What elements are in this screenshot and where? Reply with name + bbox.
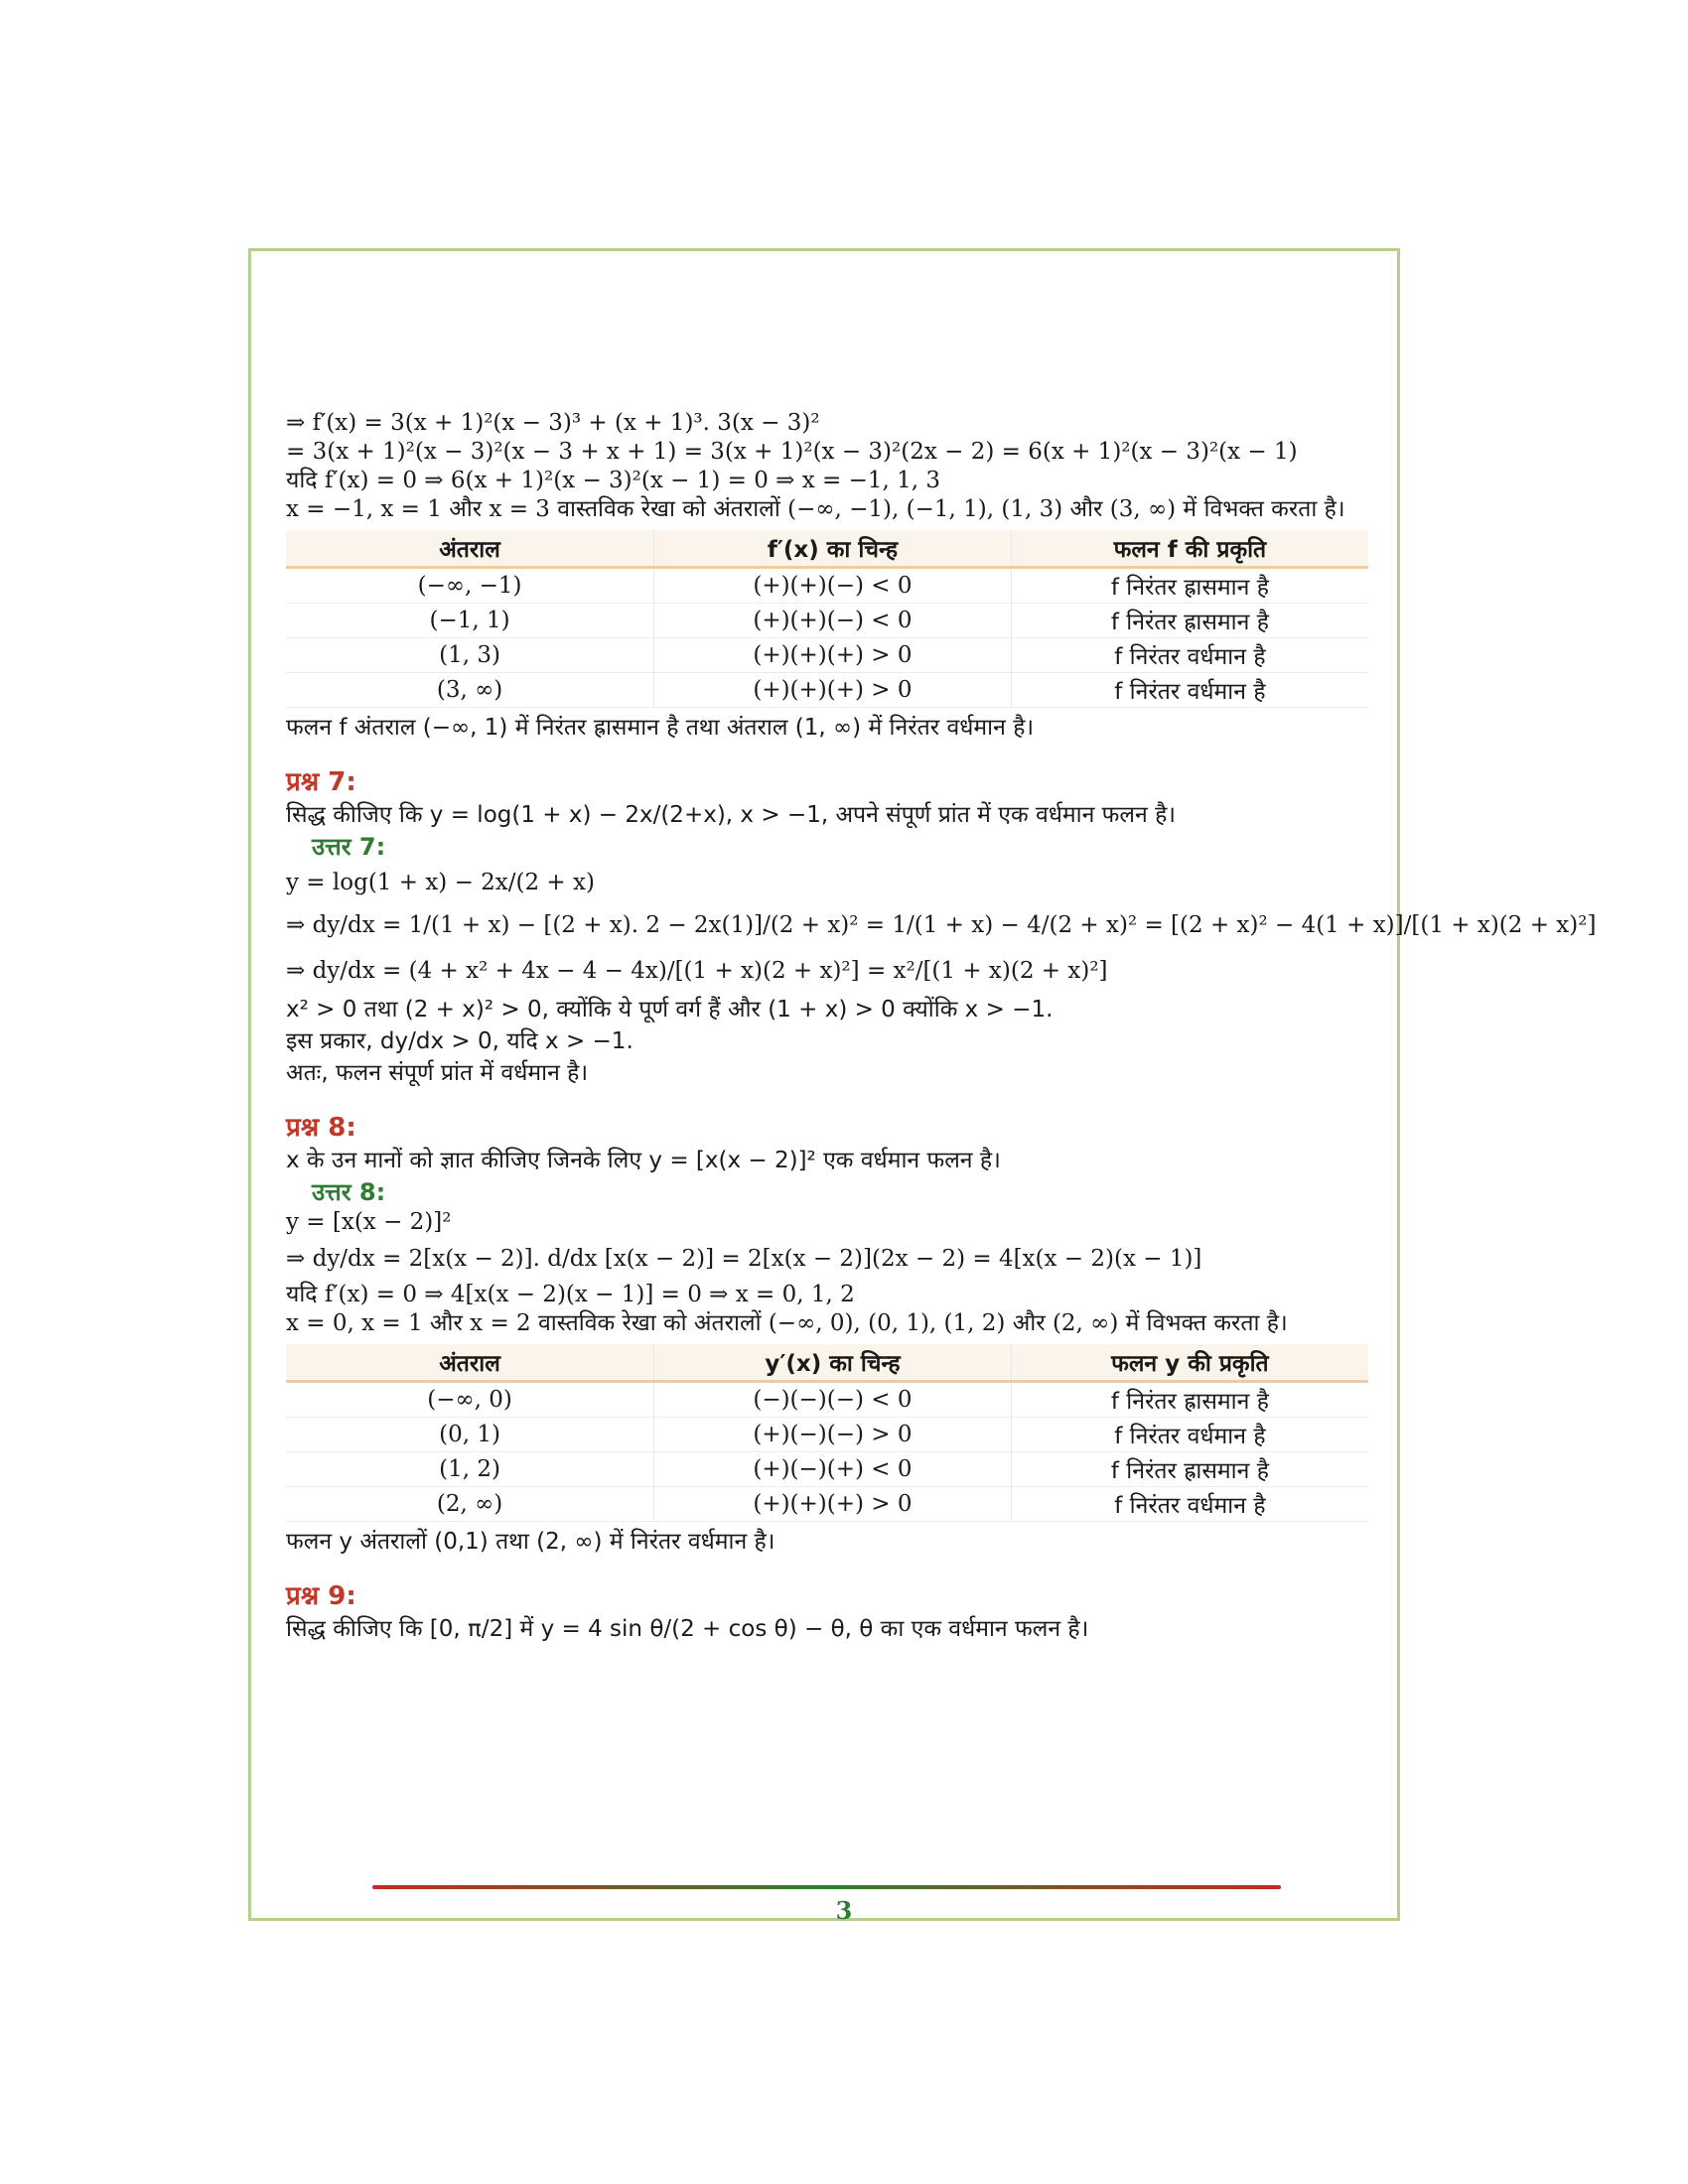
nature-cell: f निरंतर ह्रासमान है bbox=[1011, 568, 1368, 604]
interval-cell: (3, ∞) bbox=[286, 673, 654, 708]
answer-7-line: y = log(1 + x) − 2x/(2 + x) bbox=[286, 870, 595, 895]
header-interval: अंतराल bbox=[286, 1344, 654, 1382]
answer-8-line: ⇒ dy/dx = 2[x(x − 2)]. d/dx [x(x − 2)] = 2[x(x − 2)](2x − 2) = 4[x(x − 2)(x − 1)] bbox=[286, 1246, 1202, 1272]
sign-cell: (+)(−)(−) > 0 bbox=[654, 1418, 1012, 1452]
question-9-statement: सिद्ध कीजिए कि [0, π/2] में y = 4 sin θ/(2 + cos θ) − θ, θ का एक वर्धमान फलन है। bbox=[286, 1616, 1089, 1642]
sign-cell: (+)(+)(−) < 0 bbox=[654, 568, 1012, 604]
header-interval: अंतराल bbox=[286, 530, 654, 568]
derivative-line: ⇒ f′(x) = 3(x + 1)²(x − 3)³ + (x + 1)³. 3(x − 3)² bbox=[286, 410, 820, 436]
sign-cell: (+)(+)(−) < 0 bbox=[654, 604, 1012, 638]
footer-divider bbox=[372, 1885, 1281, 1889]
sign-cell: (+)(−)(+) < 0 bbox=[654, 1452, 1012, 1487]
table-row bbox=[286, 1487, 1368, 1522]
answer-7-line: अतः, फलन संपूर्ण प्रांत में वर्धमान है। bbox=[286, 1060, 589, 1086]
page-content bbox=[286, 409, 1597, 1645]
sign-cell: (+)(+)(+) > 0 bbox=[654, 638, 1012, 673]
interval-cell: (1, 3) bbox=[286, 638, 654, 673]
nature-cell: f निरंतर ह्रासमान है bbox=[1011, 1452, 1368, 1487]
header-sign: f′(x) का चिन्ह bbox=[654, 530, 1012, 568]
header-nature: फलन f की प्रकृति bbox=[1011, 530, 1368, 568]
answer-8-line: यदि f′(x) = 0 ⇒ 4[x(x − 2)(x − 1)] = 0 ⇒ x = 0, 1, 2 bbox=[286, 1282, 855, 1307]
answer-8-line: y = [x(x − 2)]² bbox=[286, 1209, 452, 1235]
answer-7-line: x² > 0 तथा (2 + x)² > 0, क्योंकि ये पूर्ण वर्ग हैं और (1 + x) > 0 क्योंकि x > −1. bbox=[286, 997, 1054, 1023]
sign-cell: (−)(−)(−) < 0 bbox=[654, 1382, 1012, 1418]
answer-7-title: उत्तर 7: bbox=[312, 833, 386, 861]
answer-8-line: x = 0, x = 1 और x = 2 वास्तविक रेखा को अंतरालों (−∞, 0), (0, 1), (1, 2) और (2, ∞) में विभक्त करता है। bbox=[286, 1310, 1288, 1336]
answer-7-line: इस प्रकार, dy/dx > 0, यदि x > −1. bbox=[286, 1028, 633, 1054]
nature-cell: f निरंतर ह्रासमान है bbox=[1011, 604, 1368, 638]
simplification-line: = 3(x + 1)²(x − 3)²(x − 3 + x + 1) = 3(x + 1)²(x − 3)²(2x − 2) = 6(x + 1)²(x − 3)²(x − 1) bbox=[286, 439, 1298, 465]
sign-cell: (+)(+)(+) > 0 bbox=[654, 1487, 1012, 1522]
table-row bbox=[286, 1382, 1368, 1418]
sign-table-1 bbox=[286, 530, 1368, 708]
nature-cell: f निरंतर वर्धमान है bbox=[1011, 673, 1368, 708]
interval-cell: (2, ∞) bbox=[286, 1487, 654, 1522]
table-row bbox=[286, 1418, 1368, 1452]
interval-cell: (−∞, 0) bbox=[286, 1382, 654, 1418]
answer-7-line: ⇒ dy/dx = (4 + x² + 4x − 4 − 4x)/[(1 + x)(2 + x)²] = x²/[(1 + x)(2 + x)²] bbox=[286, 958, 1108, 984]
interval-cell: (0, 1) bbox=[286, 1418, 654, 1452]
header-nature: फलन y की प्रकृति bbox=[1011, 1344, 1368, 1382]
interval-cell: (−∞, −1) bbox=[286, 568, 654, 604]
intervals-line: x = −1, x = 1 और x = 3 वास्तविक रेखा को अंतरालों (−∞, −1), (−1, 1), (1, 3) और (3, ∞) में विभक्त करता है। bbox=[286, 496, 1345, 522]
table-row bbox=[286, 638, 1368, 673]
page-number: 3 bbox=[835, 1896, 853, 1925]
interval-cell: (−1, 1) bbox=[286, 604, 654, 638]
critical-points-line: यदि f′(x) = 0 ⇒ 6(x + 1)²(x − 3)²(x − 1) = 0 ⇒ x = −1, 1, 3 bbox=[286, 468, 941, 493]
sign-cell: (+)(+)(+) > 0 bbox=[654, 673, 1012, 708]
question-8-title: प्रश्न 8: bbox=[286, 1113, 356, 1143]
conclusion-2: फलन y अंतरालों (0,1) तथा (2, ∞) में निरंतर वर्धमान है। bbox=[286, 1529, 775, 1555]
conclusion-1: फलन f अंतराल (−∞, 1) में निरंतर ह्रासमान है तथा अंतराल (1, ∞) में निरंतर वर्धमान है। bbox=[286, 715, 1035, 741]
interval-cell: (1, 2) bbox=[286, 1452, 654, 1487]
nature-cell: f निरंतर वर्धमान है bbox=[1011, 1487, 1368, 1522]
table-row bbox=[286, 673, 1368, 708]
table-row bbox=[286, 1452, 1368, 1487]
answer-7-line: ⇒ dy/dx = 1/(1 + x) − [(2 + x). 2 − 2x(1)]/(2 + x)² = 1/(1 + x) − 4/(2 + x)² = [(2 + x)² − 4(1 + x)]/[(1 + x)(2 + x)²] bbox=[286, 912, 1597, 938]
question-8-statement: x के उन मानों को ज्ञात कीजिए जिनके लिए y = [x(x − 2)]² एक वर्धमान फलन है। bbox=[286, 1148, 1001, 1173]
table-header-row bbox=[286, 1344, 1368, 1382]
nature-cell: f निरंतर वर्धमान है bbox=[1011, 638, 1368, 673]
question-7-title: प्रश्न 7: bbox=[286, 767, 356, 797]
question-9-title: प्रश्न 9: bbox=[286, 1581, 356, 1611]
table-header-row bbox=[286, 530, 1368, 568]
table-row bbox=[286, 568, 1368, 604]
question-7-statement: सिद्ध कीजिए कि y = log(1 + x) − 2x/(2+x), x > −1, अपने संपूर्ण प्रांत में एक वर्धमान फलन है। bbox=[286, 802, 1176, 828]
table-row bbox=[286, 604, 1368, 638]
header-sign: y′(x) का चिन्ह bbox=[654, 1344, 1012, 1382]
sign-table-2 bbox=[286, 1344, 1368, 1522]
nature-cell: f निरंतर ह्रासमान है bbox=[1011, 1382, 1368, 1418]
answer-8-title: उत्तर 8: bbox=[312, 1178, 386, 1206]
nature-cell: f निरंतर वर्धमान है bbox=[1011, 1418, 1368, 1452]
